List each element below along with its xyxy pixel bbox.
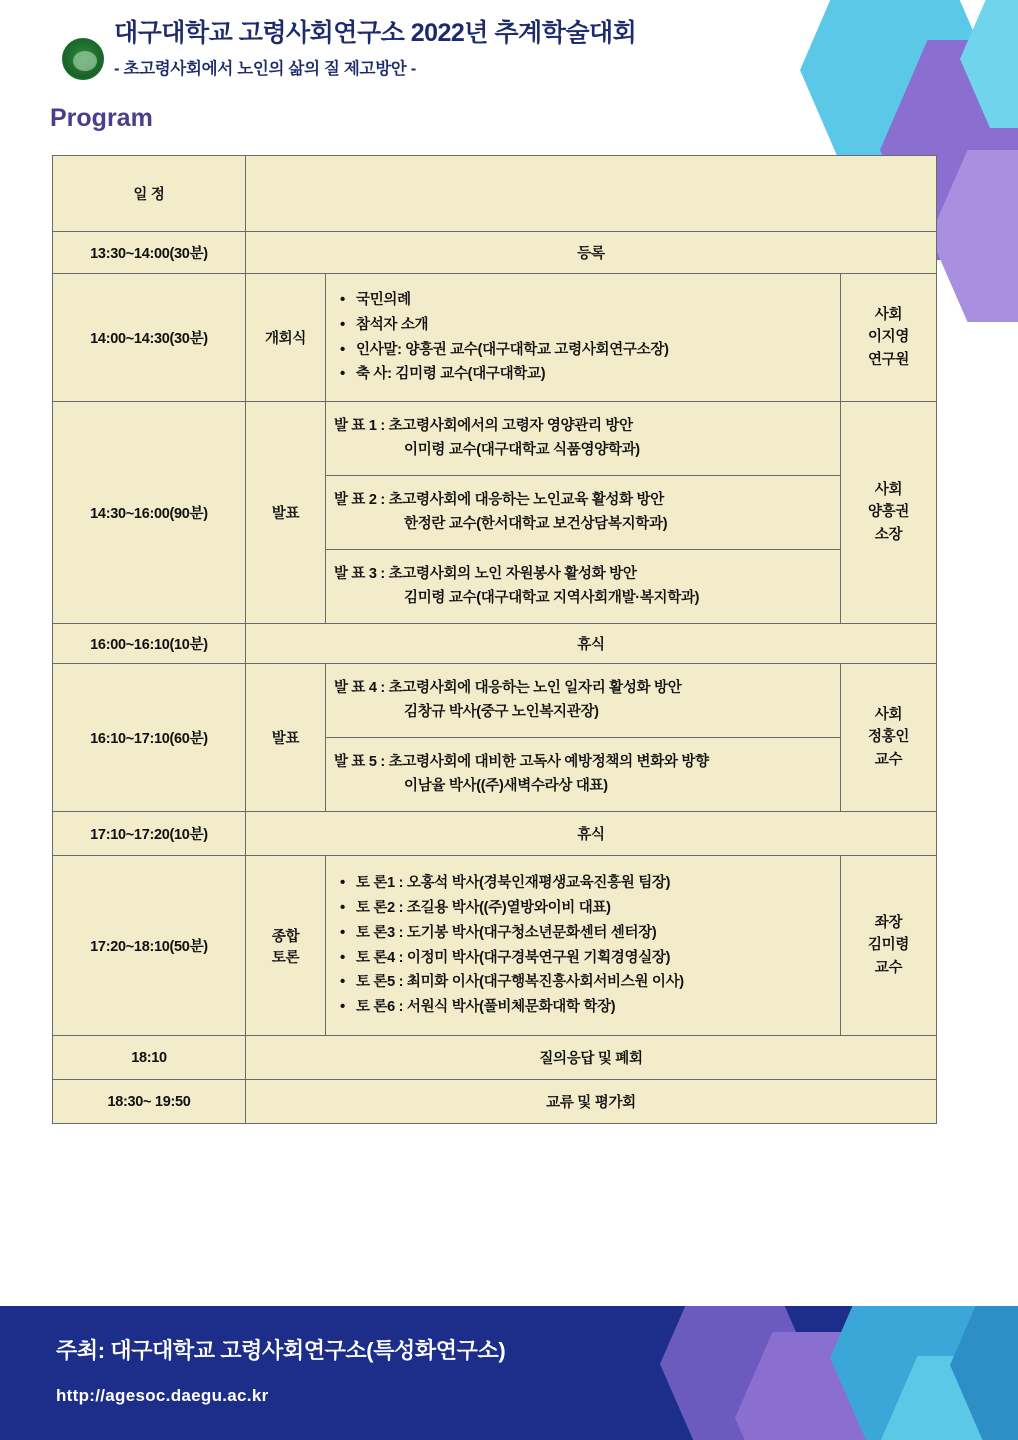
list-item: • 토 론4 : 이정미 박사(대구경북연구원 기획경영실장) xyxy=(334,946,832,971)
opening-kind: 개회식 xyxy=(246,274,326,402)
session1-time: 14:30~16:00(90분) xyxy=(53,402,246,624)
break1-label: 휴식 xyxy=(246,624,937,664)
table-row-discussion xyxy=(53,856,937,1036)
discussion-items xyxy=(326,856,841,1036)
session2-host-line: 교수 xyxy=(874,751,903,768)
session2-talk4 xyxy=(326,664,841,738)
talk-block xyxy=(334,751,832,797)
talk-speaker: 김창규 박사(중구 노인복지관장) xyxy=(404,703,599,720)
list-item: • 축 사: 김미령 교수(대구대학교) xyxy=(334,362,832,387)
talk-title: 발 표 1 : 초고령사회에서의 고령자 영양관리 방안 xyxy=(334,418,633,435)
discussion-time: 17:20~18:10(50분) xyxy=(53,856,246,1036)
talk-speaker: 이남율 박사((주)새벽수라상 대표) xyxy=(404,777,608,794)
talk-speaker: 김미령 교수(대구대학교 지역사회개발·복지학과) xyxy=(404,589,700,606)
discussion-kind-line: 토론 xyxy=(271,949,300,966)
table-row-registration xyxy=(53,232,937,274)
talk-block xyxy=(334,489,832,535)
discussion-host-line: 좌장 xyxy=(874,914,903,931)
discussion-host-line: 교수 xyxy=(874,959,903,976)
discussion-bullet-list xyxy=(334,871,832,1021)
break1-time: 16:00~16:10(10분) xyxy=(53,624,246,664)
session2-time: 16:10~17:10(60분) xyxy=(53,664,246,812)
session2-talk5 xyxy=(326,738,841,812)
session1-talk2 xyxy=(326,476,841,550)
list-item: • 토 론6 : 서원식 박사(풀비체문화대학 학장) xyxy=(334,995,832,1020)
list-item: • 토 론1 : 오홍석 박사(경북인재평생교육진흥원 팀장) xyxy=(334,871,832,896)
table-header-schedule: 일 정 xyxy=(53,156,246,232)
talk-speaker: 이미령 교수(대구대학교 식품영양학과) xyxy=(404,441,640,458)
session1-host-line: 소장 xyxy=(874,526,903,543)
opening-items xyxy=(326,274,841,402)
registration-time: 13:30~14:00(30분) xyxy=(53,232,246,274)
table-header-row xyxy=(53,156,937,232)
list-item: • 토 론3 : 도기봉 박사(대구청소년문화센터 센터장) xyxy=(334,921,832,946)
session1-host-line: 양흥권 xyxy=(867,504,910,521)
poster-footer xyxy=(0,1306,1018,1440)
session2-host-line: 사회 xyxy=(874,706,903,723)
talk-block xyxy=(334,415,832,461)
table-row-session2-talk4 xyxy=(53,664,937,738)
table-row-break1 xyxy=(53,624,937,664)
footer-host-text: 주최: 대구대학교 고령사회연구소(특성화연구소) xyxy=(56,1338,506,1363)
social-time: 18:30~ 19:50 xyxy=(53,1080,246,1124)
registration-label: 등록 xyxy=(246,232,937,274)
talk-title: 발 표 2 : 초고령사회에 대응하는 노인교육 활성화 방안 xyxy=(334,492,664,509)
session1-host xyxy=(841,402,937,624)
list-item: • 토 론2 : 조길용 박사((주)열방와이비 대표) xyxy=(334,896,832,921)
table-row-opening xyxy=(53,274,937,402)
session1-talk3 xyxy=(326,550,841,624)
opening-host-line: 이지영 xyxy=(867,329,910,346)
break2-time: 17:10~17:20(10분) xyxy=(53,812,246,856)
list-item: • 토 론5 : 최미화 이사(대구행복진흥사회서비스원 이사) xyxy=(334,970,832,995)
program-heading: Program xyxy=(50,104,153,132)
opening-host-line: 연구원 xyxy=(867,351,910,368)
discussion-host-line: 김미령 xyxy=(867,937,910,954)
closing-time: 18:10 xyxy=(53,1036,246,1080)
talk-block xyxy=(334,563,832,609)
poster-header xyxy=(56,18,756,79)
closing-label: 질의응답 및 폐회 xyxy=(246,1036,937,1080)
session2-host-line: 정홍인 xyxy=(867,729,910,746)
session1-kind: 발표 xyxy=(246,402,326,624)
program-table-wrapper xyxy=(52,155,936,1124)
opening-host xyxy=(841,274,937,402)
discussion-kind-line: 종합 xyxy=(271,928,300,945)
table-row-break2 xyxy=(53,812,937,856)
opening-host-line: 사회 xyxy=(874,306,903,323)
opening-time: 14:00~14:30(30분) xyxy=(53,274,246,402)
session2-kind: 발표 xyxy=(246,664,326,812)
program-table xyxy=(52,155,937,1124)
page-title: 대구대학교 고령사회연구소 2022년 추계학술대회 xyxy=(114,19,637,47)
table-row-closing xyxy=(53,1036,937,1080)
footer-url-link[interactable]: http://agesoc.daegu.ac.kr xyxy=(56,1386,269,1405)
table-row-social xyxy=(53,1080,937,1124)
daegu-university-emblem-icon xyxy=(62,38,104,80)
talk-title: 발 표 5 : 초고령사회에 대비한 고독사 예방정책의 변화와 방향 xyxy=(334,754,709,771)
session1-talk1 xyxy=(326,402,841,476)
table-header-blank xyxy=(246,156,937,232)
table-row-session1-talk1 xyxy=(53,402,937,476)
talk-speaker: 한정란 교수(한서대학교 보건상담복지학과) xyxy=(404,515,668,532)
discussion-host xyxy=(841,856,937,1036)
page-subtitle: - 초고령사회에서 노인의 삶의 질 제고방안 - xyxy=(114,60,416,79)
break2-label: 휴식 xyxy=(246,812,937,856)
opening-bullet-list xyxy=(334,288,832,388)
social-label: 교류 및 평가회 xyxy=(246,1080,937,1124)
talk-block xyxy=(334,677,832,723)
list-item: • 국민의례 xyxy=(334,288,832,313)
talk-title: 발 표 4 : 초고령사회에 대응하는 노인 일자리 활성화 방안 xyxy=(334,680,682,697)
session2-host xyxy=(841,664,937,812)
list-item: • 참석자 소개 xyxy=(334,313,832,338)
session1-host-line: 사회 xyxy=(874,481,903,498)
discussion-kind xyxy=(246,856,326,1036)
talk-title: 발 표 3 : 초고령사회의 노인 자원봉사 활성화 방안 xyxy=(334,566,637,583)
list-item: • 인사말: 양흥권 교수(대구대학교 고령사회연구소장) xyxy=(334,338,832,363)
